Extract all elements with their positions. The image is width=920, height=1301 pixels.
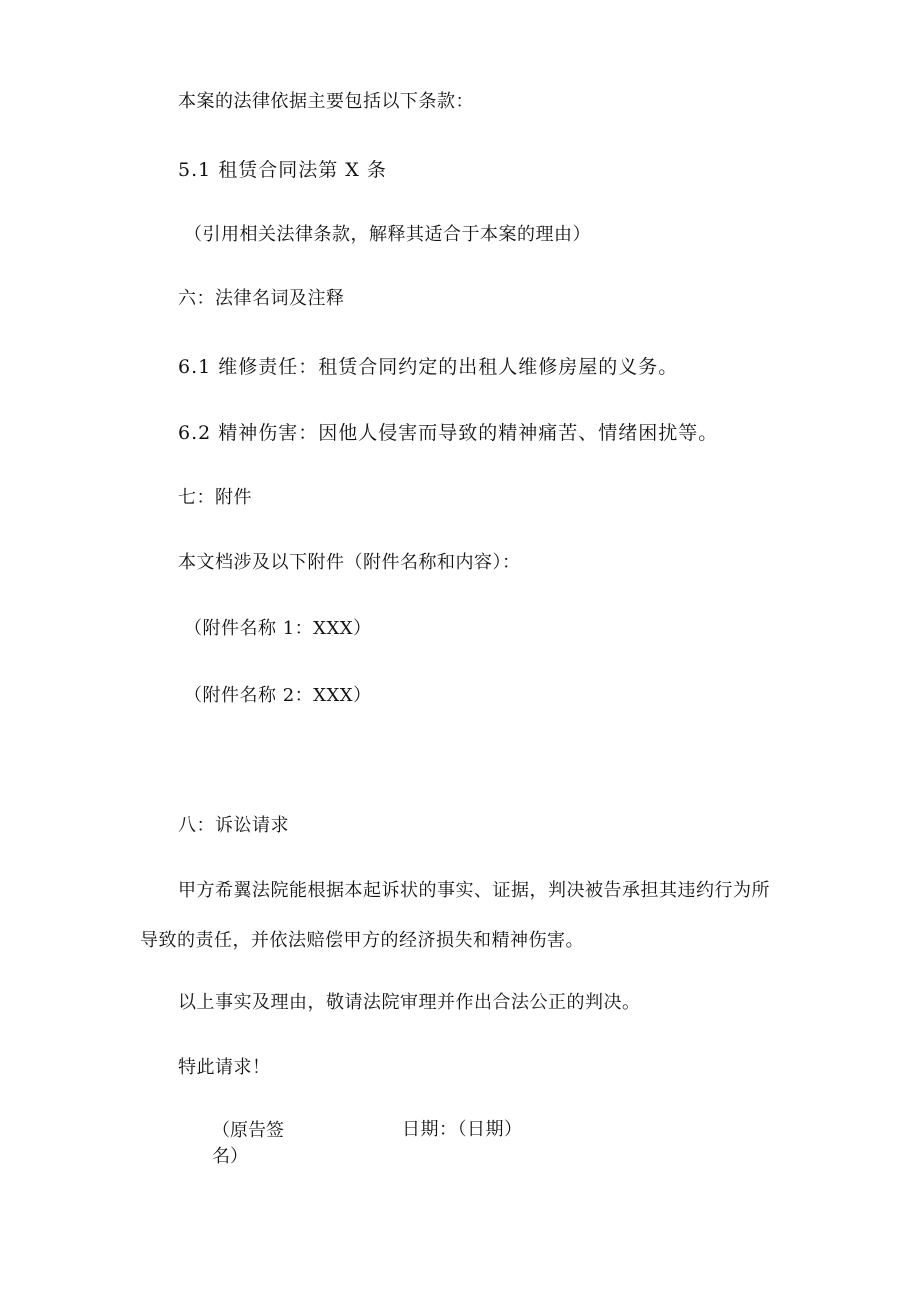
claim-line-2: 导致的责任，并依法赔偿甲方的经济损失和精神伤害。 bbox=[140, 930, 584, 951]
section-8-title: 八：诉讼请求 bbox=[178, 815, 289, 836]
closing-statement: 以上事实及理由，敬请法院审理并作出合法公正的判决。 bbox=[178, 992, 641, 1013]
closing-request: 特此请求！ bbox=[178, 1057, 271, 1078]
attachments-intro: 本文档涉及以下附件（附件名称和内容）： bbox=[178, 552, 521, 573]
section-6-title: 六：法律名词及注释 bbox=[178, 288, 345, 309]
date-label: 日期：（日期） bbox=[402, 1119, 523, 1140]
term-6-2: 6.2 精神伤害：因他人侵害而导致的精神痛苦、情绪困扰等。 bbox=[178, 422, 719, 444]
term-6-1: 6.1 维修责任：租赁合同约定的出租人维修房屋的义务。 bbox=[178, 356, 679, 378]
plaintiff-signature: （原告签名） bbox=[212, 1120, 284, 1167]
attachment-2: （附件名称 2：XXX） bbox=[184, 685, 372, 706]
legal-basis-intro: 本案的法律依据主要包括以下条款： bbox=[178, 91, 474, 112]
section-7-title: 七：附件 bbox=[178, 487, 252, 508]
clause-5-1-note: （引用相关法律条款，解释其适合于本案的理由） bbox=[184, 224, 591, 245]
claim-line-1: 甲方希翼法院能根据本起诉状的事实、证据，判决被告承担其违约行为所 bbox=[178, 880, 770, 901]
attachment-1: （附件名称 1：XXX） bbox=[184, 618, 372, 639]
clause-5-1: 5.1 租赁合同法第 X 条 bbox=[178, 159, 387, 181]
